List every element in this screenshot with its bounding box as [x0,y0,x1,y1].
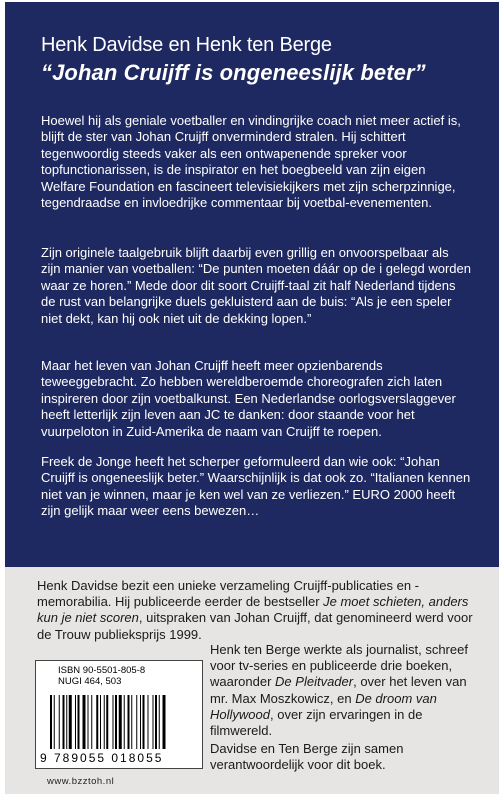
blurb-paragraph-3: Maar het leven van Johan Cruijff heeft meer opzienbarends teweeggebracht. Zo hebben wereldberoemde choreografen zich laten inspireren door zijn voetbalkunst. Een Nederlandse oorlogsverslaggever heeft letterlijk zijn leven aan JC te danken: door staande voor het vuurpeloton in Zuid-Amerika de naam van Cruijff te roepen. [41,358,456,439]
blurb-paragraph-2: Zijn originele taalgebruik blijft daarbij even grillig en onvoorspelbaar als zijn manier van voetballen: “De punten moeten dáár op de i gelegd worden waar ze horen.” Mede door dit soort Cruijff-taal zit half Nederland tijdens de rust van belangrijke duels gekluisterd aan de buis: “Als je een speler niet dekt, kan hij ook niet uit de dekking lopen.” [41,245,471,326]
nugi-number: NUGI 464, 503 [58,676,122,687]
book-back-cover [5,2,499,794]
isbn-block [58,665,145,687]
blurb-panel [5,2,499,567]
blurb-paragraph-1: Hoewel hij als geniale voetballer en vindingrijke coach niet meer actief is, blijft de ster van Johan Cruijff onverminderd stralen. Hij schittert tegenwoordig steeds vaker als een ontwapenende spreker voor topfunctionarissen, is de inspirator en het boegbeeld van zijn eigen Welfare Foundation en fascineert televisiekijkers met zijn scherpzinnige, tegendraadse en invloedrijke commentaar bij voetbal-evenementen. [41,113,461,211]
book-title: “Johan Cruijff is ongeneeslijk beter” [41,60,426,85]
bio-text: , over zijn ervaringen in de filmwereld. [210,706,423,739]
barcode-box [35,660,203,769]
publisher-website: www.bzztoh.nl [47,776,115,787]
bio-text: Henk Davidse bezit een unieke verzameling Cruijff-publicaties en -memorabilia. Hij publiceerde eerder de bestseller [37,578,420,610]
blurb-paragraph-4: Freek de Jonge heeft het scherper geformuleerd dan wie ook: “Johan Cruijff is ongeneeslijk beter.” Waarschijnlijk is dat ook zo. “Italianen kennen niet van je winnen, maar je ken wel van ze verliezen.” EURO 2000 heeft zijn gelijk maar weer eens bewezen… [41,454,471,519]
bio-text: , over het leven van mr. Max Moszkowicz, en [210,674,467,706]
bio-text: , uitspraken van Johan Cruijff, dat genomineerd werd voor de Trouw publieksprijs 1999. [37,610,473,642]
author-bio-ten-berge [210,642,474,739]
bio-text: Henk ten Berge werkte als journalist, schreef voor tv-series en publiceerde drie boeken, waaronder [210,642,468,690]
book-title-reference: Je moet schieten, anders kun je niet scoren [37,594,469,626]
book-title-reference: De droom van Hollywood [210,690,437,722]
book-title-reference: De Pleitvader [275,674,354,690]
ean-number: 9 789055 018055 [40,751,164,765]
barcode-bars [50,695,194,749]
author-bio-joint: Davidse en Ten Berge zijn samen verantwoordelijk voor dit boek. [210,741,404,773]
author-bio-davidse [37,578,477,643]
isbn-number: ISBN 90-5501-805-8 [58,665,146,676]
author-names: Henk Davidse en Henk ten Berge [41,34,332,56]
